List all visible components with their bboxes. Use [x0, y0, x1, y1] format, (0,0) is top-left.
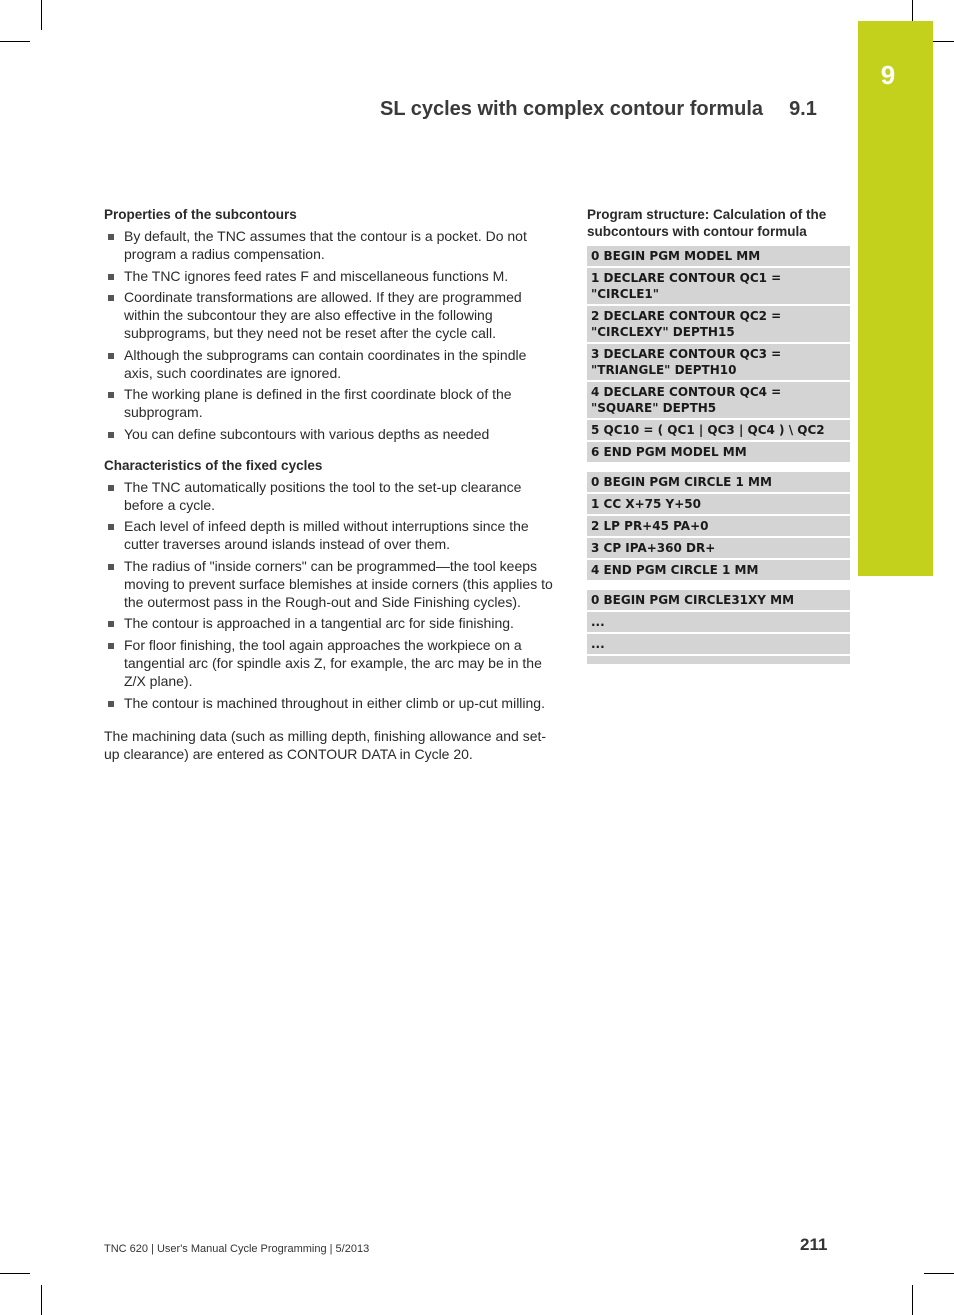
code-block-circle1 — [587, 472, 850, 582]
code-line: 0 BEGIN PGM CIRCLE 1 MM — [587, 472, 850, 494]
bullet-icon — [108, 392, 114, 398]
list-item: For floor finishing, the tool again approaches the workpiece on a tangential arc (for spindle axis Z, for example, the arc may be in the Z/X plane). — [104, 637, 556, 690]
bullet-icon — [108, 295, 114, 301]
list-item: The contour is machined throughout in either climb or up-cut milling. — [104, 695, 556, 713]
bullet-icon — [108, 234, 114, 240]
machining-data-paragraph: The machining data (such as milling depth, finishing allowance and set-up clearance) are entered as CONTOUR DATA in Cycle 20. — [104, 728, 547, 763]
section-header — [380, 98, 817, 121]
list-item: You can define subcontours with various depths as needed — [104, 426, 556, 444]
cycles-heading: Characteristics of the fixed cycles — [104, 457, 323, 473]
code-line: ... — [587, 634, 850, 656]
code-block-circle31xy — [587, 590, 850, 666]
code-line: 4 END PGM CIRCLE 1 MM — [587, 560, 850, 582]
bullet-icon — [108, 353, 114, 359]
section-title: SL cycles with complex contour formula — [380, 98, 764, 120]
list-item: Each level of infeed depth is milled without interruptions since the cutter traverses around islands instead of over them. — [104, 518, 556, 554]
list-item: The TNC automatically positions the tool to the set-up clearance before a cycle. — [104, 479, 556, 515]
chapter-tab — [858, 21, 933, 576]
bullet-icon — [108, 701, 114, 707]
properties-list — [104, 228, 556, 444]
bullet-icon — [108, 274, 114, 280]
program-structure-title: Program structure: Calculation of the subcontours with contour formula — [587, 207, 827, 239]
bullet-icon — [108, 621, 114, 627]
code-line: 3 DECLARE CONTOUR QC3 = "TRIANGLE" DEPTH10 — [587, 344, 850, 382]
code-line: 0 BEGIN PGM MODEL MM — [587, 246, 850, 268]
chapter-number: 9 — [880, 60, 896, 90]
list-item: The TNC ignores feed rates F and miscellaneous functions M. — [104, 268, 556, 286]
bullet-icon — [108, 485, 114, 491]
crop-mark — [0, 1273, 30, 1274]
page-number: 211 — [800, 1235, 828, 1254]
bullet-icon — [108, 643, 114, 649]
crop-mark — [924, 1273, 954, 1274]
code-line-empty — [587, 656, 850, 666]
list-item: The radius of "inside corners" can be programmed—the tool keeps moving to prevent surface blemishes at inside corners (this applies to the outermost pass in the Rough-out and Side Finishing cycles). — [104, 558, 556, 611]
bullet-icon — [108, 432, 114, 438]
code-line: 1 CC X+75 Y+50 — [587, 494, 850, 516]
properties-heading: Properties of the subcontours — [104, 207, 297, 222]
section-number: 9.1 — [789, 98, 817, 120]
crop-mark — [912, 1285, 913, 1315]
code-line: 2 LP PR+45 PA+0 — [587, 516, 850, 538]
list-item: Coordinate transformations are allowed. If they are programmed within the subcontour they are also effective in the following subprograms, but they need not be reset after the cycle call. — [104, 289, 556, 342]
code-block-model — [587, 246, 850, 464]
list-item: The working plane is defined in the first coordinate block of the subprogram. — [104, 386, 556, 422]
cycles-list — [104, 479, 556, 713]
crop-mark — [0, 41, 30, 42]
code-line: 2 DECLARE CONTOUR QC2 = "CIRCLEXY" DEPTH15 — [587, 306, 850, 344]
code-line: 1 DECLARE CONTOUR QC1 = "CIRCLE1" — [587, 268, 850, 306]
code-line: 6 END PGM MODEL MM — [587, 442, 850, 464]
left-column — [104, 206, 556, 764]
right-column — [587, 206, 850, 674]
list-item: The contour is approached in a tangential arc for side finishing. — [104, 615, 556, 633]
code-line: 3 CP IPA+360 DR+ — [587, 538, 850, 560]
code-line: ... — [587, 612, 850, 634]
code-line: 0 BEGIN PGM CIRCLE31XY MM — [587, 590, 850, 612]
crop-mark — [41, 0, 42, 30]
code-line: 4 DECLARE CONTOUR QC4 = "SQUARE" DEPTH5 — [587, 382, 850, 420]
bullet-icon — [108, 524, 114, 530]
list-item: By default, the TNC assumes that the contour is a pocket. Do not program a radius compensation. — [104, 228, 556, 264]
crop-mark — [41, 1285, 42, 1315]
code-line: 5 QC10 = ( QC1 | QC3 | QC4 ) \ QC2 — [587, 420, 850, 442]
footer-text: TNC 620 | User's Manual Cycle Programming | 5/2013 — [104, 1243, 370, 1255]
bullet-icon — [108, 564, 114, 570]
list-item: Although the subprograms can contain coordinates in the spindle axis, such coordinates are ignored. — [104, 347, 556, 383]
